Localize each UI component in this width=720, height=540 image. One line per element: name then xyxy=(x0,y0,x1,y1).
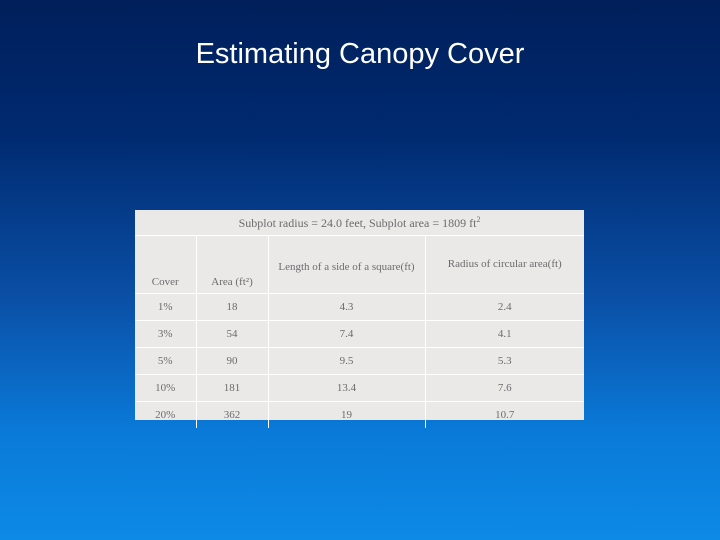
cell-cover: 10% xyxy=(135,375,196,402)
cell-side: 4.3 xyxy=(268,294,425,321)
header-area: Area (ft²) xyxy=(196,236,268,294)
cell-area: 362 xyxy=(196,402,268,429)
cell-cover: 3% xyxy=(135,321,196,348)
cell-cover: 20% xyxy=(155,409,176,421)
header-row xyxy=(135,236,584,294)
cell-side: 13.4 xyxy=(268,375,425,402)
header-cover: Cover xyxy=(135,236,196,294)
cell-radius: 10.7 xyxy=(425,402,584,429)
table-row xyxy=(135,294,584,321)
cell-radius: 7.6 xyxy=(425,375,584,402)
caption-superscript: 2 xyxy=(476,214,481,224)
table-row xyxy=(135,321,584,348)
header-side-length: Length of a side of a square(ft) xyxy=(268,236,425,294)
cell-area: 181 xyxy=(196,375,268,402)
cell-radius: 2.4 xyxy=(425,294,584,321)
cell-cover: 5% xyxy=(135,348,196,375)
cell-cover: 1% xyxy=(135,294,196,321)
cell-area: 54 xyxy=(196,321,268,348)
cell-radius: 5.3 xyxy=(425,348,584,375)
cell-side: 19 xyxy=(268,402,425,429)
slide-title: Estimating Canopy Cover xyxy=(195,38,525,70)
canopy-cover-table xyxy=(135,210,584,420)
cell-side: 7.4 xyxy=(268,321,425,348)
cell-area: 90 xyxy=(196,348,268,375)
table-row xyxy=(135,402,584,429)
caption-row xyxy=(135,210,584,236)
table-row xyxy=(135,348,584,375)
cell-side: 9.5 xyxy=(268,348,425,375)
cell-radius: 4.1 xyxy=(425,321,584,348)
table-caption xyxy=(135,210,584,236)
cell-area: 18 xyxy=(196,294,268,321)
caption-text: Subplot radius = 24.0 feet, Subplot area = 1809 ft xyxy=(238,215,477,230)
data-table xyxy=(135,210,584,428)
header-radius: Radius of circular area(ft) xyxy=(425,236,584,294)
table-row xyxy=(135,375,584,402)
